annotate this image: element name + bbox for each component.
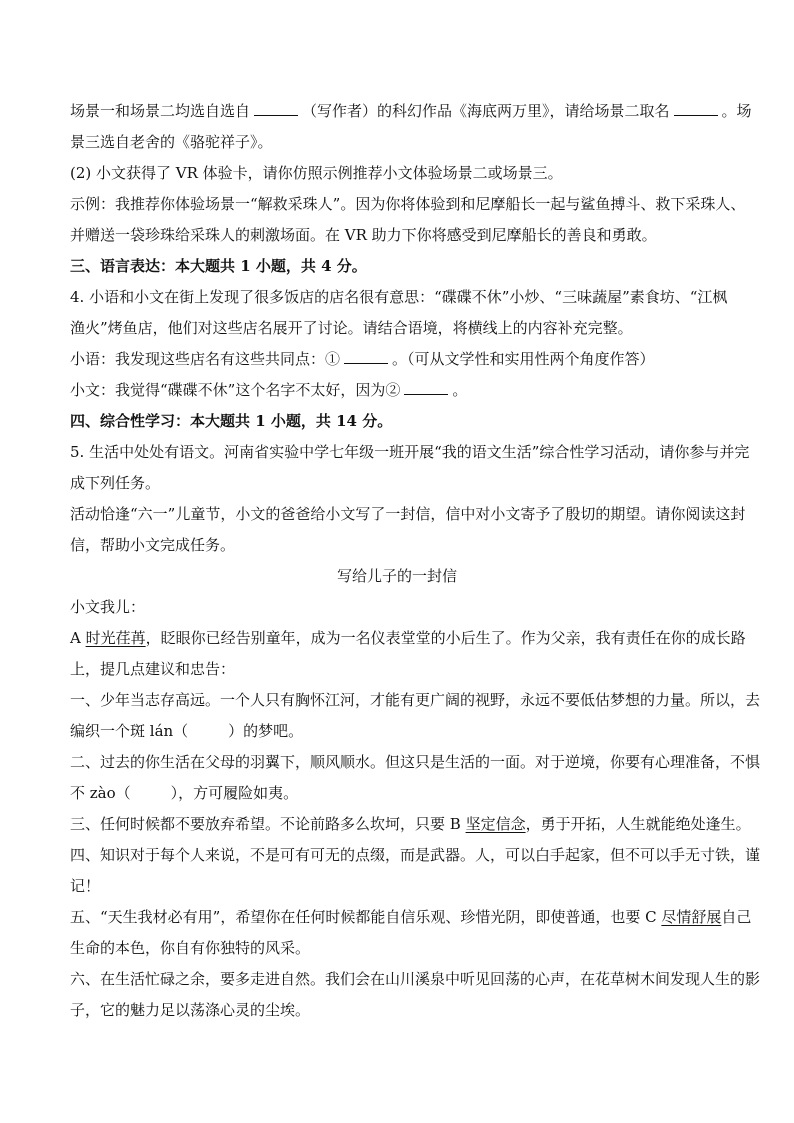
text-span: （写作者）的科幻作品《海底两万里》，请给场景二取名: [302, 102, 670, 120]
text-line: 上，提几点建议和忠告：: [70, 660, 236, 678]
text-span: 不 zào（: [70, 784, 131, 802]
underlined-phrase: 尽情舒展: [661, 908, 722, 926]
answer-blank: [254, 101, 298, 116]
text-line: 子，它的魅力足以荡涤心灵的尘埃。: [70, 1001, 311, 1019]
underlined-phrase: 坚定信念: [465, 815, 526, 833]
text-span: 。（可从文学性和实用性两个角度作答）: [392, 350, 655, 368]
text-line: 成下列任务。: [70, 474, 161, 492]
text-span: 编织一个斑 lán（: [70, 722, 189, 740]
text-line: 示例：我推荐你体验场景一“解救采珠人”。因为你将体验到和尼摩船长一起与鲨鱼搏斗、救下采珠人、: [70, 195, 746, 213]
text-span: ，勇于开拓，人生就能绝处逢生。: [525, 815, 751, 833]
letter-salutation: 小文我儿：: [70, 598, 146, 616]
text-line: 一、少年当志存高远。一个人只有胸怀江河，才能有更广阔的视野，永远不要低估梦想的力量。所以，去: [70, 691, 761, 709]
text-span: ），方可履险如夷。: [170, 784, 299, 802]
text-line: 二、过去的你生活在父母的羽翼下，顺风顺水。但这只是生活的一面。对于逆境，你要有心理准备，不惧: [70, 753, 761, 771]
underlined-phrase: 时光荏苒: [85, 629, 146, 647]
text-line: [70, 380, 467, 400]
text-span: 三、任何时候都不要放弃希望。不论前路多么坎坷，只要 B: [70, 815, 466, 833]
text-line: 景三选自老舍的《骆驼祥子》。: [70, 133, 273, 151]
text-line: [70, 349, 655, 369]
answer-blank: [344, 349, 388, 364]
text-line: 四、知识对于每个人来说，不是可有可无的点缀，而是武器。人，可以白手起家，但不可以手无寸铁，谨: [70, 846, 761, 864]
question-2: (2) 小文获得了 VR 体验卡，请你仿照示例推荐小文体验场景二或场景三。: [70, 164, 563, 182]
text-line: 生命的本色，你自有你独特的风采。: [70, 939, 311, 957]
text-span: 自己: [721, 908, 752, 926]
text-span: ）的梦吧。: [228, 722, 304, 740]
question-5: 5. 生活中处处有语文。河南省实验中学七年级一班开展“我的语文生活”综合性学习活动，请你参与并完: [70, 443, 750, 461]
text-line: [70, 101, 752, 121]
text-span: A: [70, 629, 86, 647]
text-span: 场景一和场景二均选自选自: [70, 102, 251, 120]
answer-blank: [404, 380, 448, 395]
text-span: 小文：我觉得“碟碟不休”这个名字不太好，因为②: [70, 381, 401, 399]
text-line: 并赠送一袋珍珠给采珠人的刺激场面。在 VR 助力下你将感受到尼摩船长的善良和勇敢。: [70, 226, 657, 244]
text-line: 活动恰逢“六一”儿童节，小文的爸爸给小文写了一封信，信中对小文寄予了殷切的期望。请你阅读这封: [70, 505, 746, 523]
text-line: 渔火”烤鱼店，他们对这些店名展开了讨论。请结合语境，将横线上的内容补充完整。: [70, 319, 633, 337]
text-line: 信，帮助小文完成任务。: [70, 536, 236, 554]
text-span: 。: [452, 381, 468, 399]
text-line: [70, 783, 298, 803]
section-heading: 三、语言表达：本大题共 1 小题，共 4 分。: [70, 257, 367, 275]
text-line: 六、在生活忙碌之余，要多走进自然。我们会在山川溪泉中听见回荡的心声，在花草树木间发现人生的影: [70, 970, 761, 988]
text-span: ，眨眼你已经告别童年，成为一名仪表堂堂的小后生了。作为父亲，我有责任在你的成长路: [145, 629, 746, 647]
answer-blank: [674, 101, 718, 116]
text-line: [70, 628, 746, 648]
text-line: [70, 907, 751, 927]
text-line: [70, 814, 751, 834]
letter-title: 写给儿子的一封信: [336, 567, 457, 585]
text-line: [70, 721, 303, 741]
question-4: 4. 小语和小文在街上发现了很多饭店的店名很有意思：“碟碟不休”小炒、“三味蔬屋”素食坊、“江枫: [70, 288, 728, 306]
text-span: 五、“天生我材必有用”，希望你在任何时候都能自信乐观、珍惜光阴，即使普通，也要 C: [70, 908, 662, 926]
text-line: 记！: [70, 877, 101, 895]
text-span: 小语：我发现这些店名有这些共同点：①: [70, 350, 341, 368]
text-span: 。场: [721, 102, 752, 120]
section-heading: 四、综合性学习：本大题共 1 小题，共 14 分。: [70, 412, 393, 430]
